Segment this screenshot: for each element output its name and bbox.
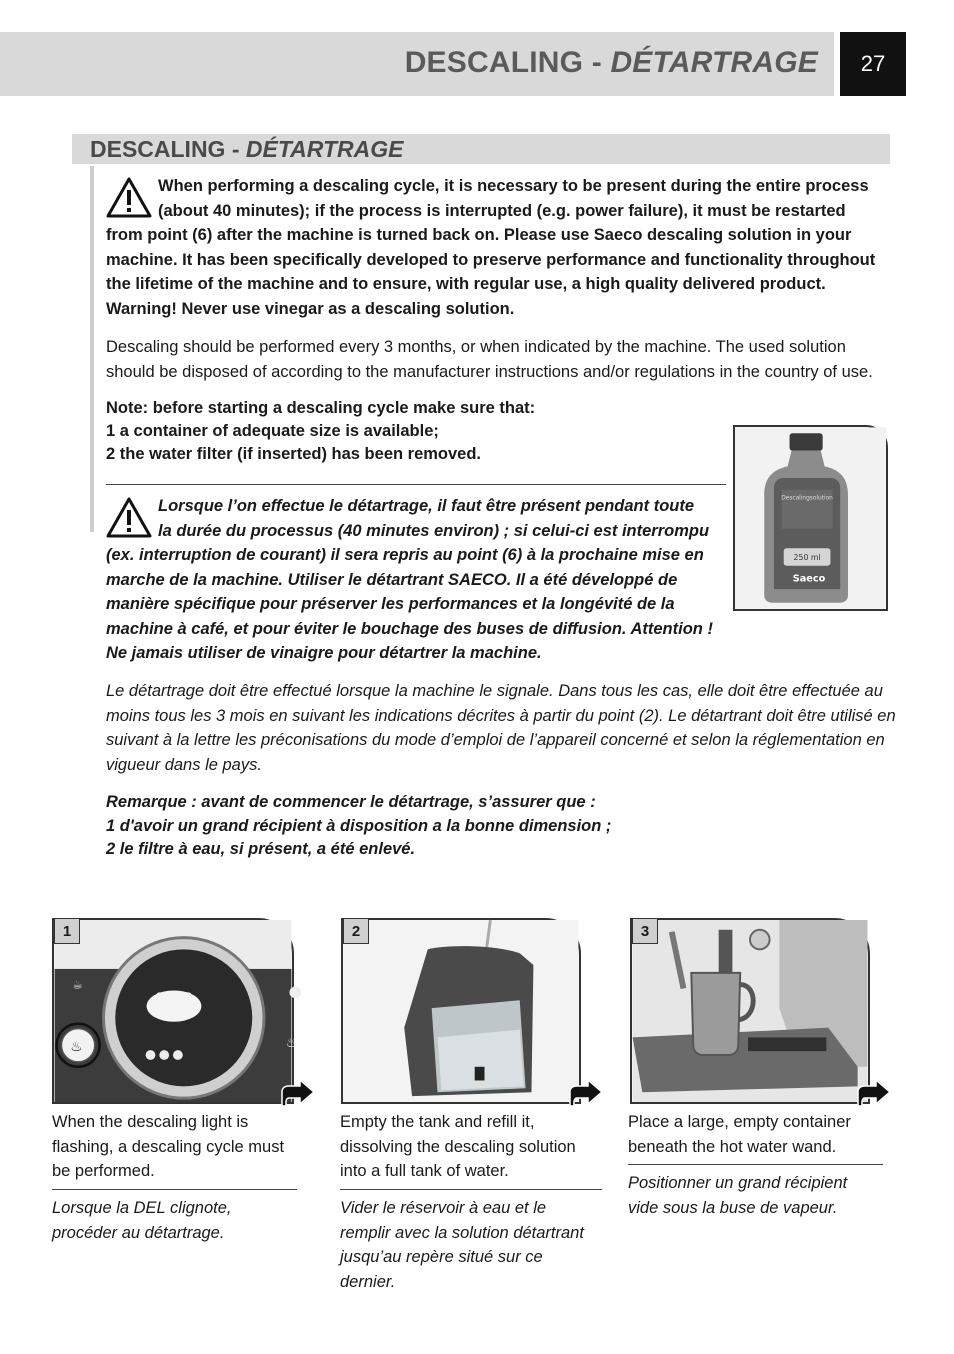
bottle-brand: Saeco [792,573,826,585]
step-3-number: 3 [632,918,658,944]
warning-en-text: When performing a descaling cycle, it is necessary to be present during the entire process (about 40 minutes); if the process is interrupted (e.g. power failure), it must be restarted from point (6) after the machine is turned back on. Please use Saeco descaling solution in your machine. It has been specifically developed to preserve performance and functionality throughout the lifetime of the machine and to ensure, with regular use, a high quality delivered product. Warning! Never use vinegar as a descaling solution. [106,177,876,318]
step-3-image [630,918,870,1104]
svg-text:♨: ♨ [70,1039,83,1056]
note-en-item-2: 2 the water filter (if inserted) has been removed. [106,445,482,463]
step-1-number: 1 [54,918,80,944]
bottle-label-text: Descalingsolution [781,495,833,502]
page-title: DESCALING - DÉTARTRAGE [404,46,818,79]
divider [628,1164,883,1165]
next-arrow-icon [276,1078,316,1108]
step-1-text-fr: Lorsque la DEL clignote, procéder au détartrage. [52,1199,232,1242]
step-2-number: 2 [343,918,369,944]
divider [106,484,726,485]
next-arrow-icon [564,1078,604,1108]
note-en [106,397,726,466]
next-arrow-icon [852,1078,892,1108]
step-2-image [341,918,581,1104]
info-fr-text: Le détartrage doit être effectué lorsque la machine le signale. Dans tous les cas, elle doit être effectuée au moins tous les 3 mois en suivant les indications décrites à partir du point (2). Le détartrant doit être utilisé en suivant à la lettre les préconisations du mode d’emploi de l’appareil concerné et selon la réglementation en vigueur dans le pays. [106,682,896,774]
note-en-heading: Note: before starting a descaling cycle make sure that: [106,399,536,417]
step-2-text-en: Empty the tank and refill it, dissolving the descaling solution into a full tank of water. [340,1113,576,1180]
step-1-image [52,918,298,1104]
page-number: 27 [840,32,906,96]
step-1-text-en: When the descaling light is flashing, a descaling cycle must be performed. [52,1113,285,1180]
svg-text:♨: ♨ [285,1035,298,1052]
section-side-rule [90,166,94,532]
divider [340,1189,602,1190]
section-title: DESCALING - DÉTARTRAGE [90,136,404,162]
divider [52,1189,297,1190]
step-3-text-en: Place a large, empty container beneath the hot water wand. [628,1113,851,1156]
note-fr-item-1: 1 d'avoir un grand récipient à disposition a la bonne dimension ; [106,816,612,835]
svg-text:☕: ☕ [72,977,83,992]
descaler-bottle-photo [733,425,888,611]
info-en-text: Descaling should be performed every 3 months, or when indicated by the machine. The used solution should be disposed of according to the manufacturer instructions and/or regulations in the country of use. [106,338,873,381]
note-en-item-1: 1 a container of adequate size is available; [106,422,439,440]
note-fr-heading: Remarque : avant de commencer le détartrage, s’assurer que : [106,793,596,811]
step-3-text-fr: Positionner un grand récipient vide sous la buse de vapeur. [628,1174,848,1217]
note-fr-item-2: 2 le filtre à eau, si présent, a été enlevé. [106,840,416,858]
note-fr [106,791,726,862]
bottle-volume: 250 ml [793,552,821,562]
warning-fr-text: Lorsque l’on effectue le détartrage, il faut être présent pendant toute la durée du processus (40 minutes environ) ; si celui-ci est interrompu (ex. interruption de courant) il sera repris au point (6) à la prochaine mise en marche de la machine. Utiliser le détartrant SAECO. Il a été développé de manière spécifique pour préserver les performances et la longévité de la machine à café, et pour éviter le bouchage des buses de diffusion. Attention ! Ne jamais utiliser de vinaigre pour détartrer la machine. [106,497,713,662]
step-2-text-fr: Vider le réservoir à eau et le remplir avec la solution détartrant jusqu’au repère situé sur ce dernier. [340,1199,584,1291]
